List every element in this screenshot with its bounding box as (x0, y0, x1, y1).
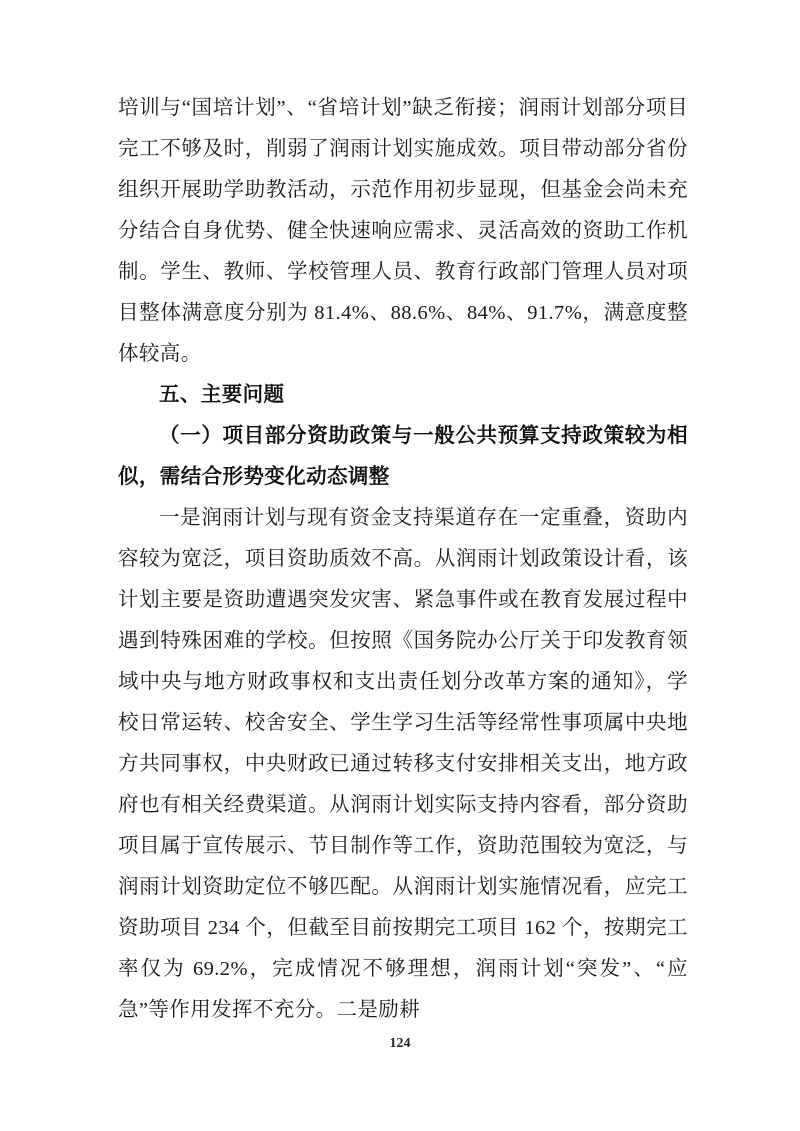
page-number: 124 (389, 1036, 411, 1051)
section-heading: 五、主要问题 (159, 384, 285, 406)
paragraph-1: 培训与“国培计划”、“省培计划”缺乏衔接；润雨计划部分项目完工不够及时，削弱了润雨计划实施成效。项目带动部分省份组织开展助学助教活动，示范作用初步显现，但基金会尚未充分结合自身优势、健全快速响应需求、灵活高效的资助工作机制。学生、教师、学校管理人员、教育行政部门管理人员对项目整体满意度分别为 81.4%、88.6%、84%、91.7%，满意度整体较高。 (118, 97, 688, 365)
paragraph-2: 一是润雨计划与现有资金支持渠道存在一定重叠，资助内容较为宽泛，项目资助质效不高。从润雨计划政策设计看，该计划主要是资助遭遇突发灾害、紧急事件或在教育发展过程中遇到特殊困难的学校。但按照《国务院办公厅关于印发教育领域中央与地方财政事权和支出责任划分改革方案的通知》，学校日常运转、校舍安全、学生学习生活等经常性事项属中央地方共同事权，中央财政已通过转移支付安排相关支出，地方政府也有相关经费渠道。从润雨计划实际支持内容看，部分资助项目属于宣传展示、节目制作等工作，资助范围较为宽泛，与润雨计划资助定位不够匹配。从润雨计划实施情况看，应完工资助项目 234 个，但截至目前按期完工项目 162 个，按期完工率仅为 69.2%，完成情况不够理想，润雨计划“突发”、“应急”等作用发挥不充分。二是励耕 (118, 507, 688, 1021)
page-content (118, 88, 688, 1031)
subsection-heading: （一）项目部分资助政策与一般公共预算支持政策较为相似，需结合形势变化动态调整 (118, 425, 688, 488)
